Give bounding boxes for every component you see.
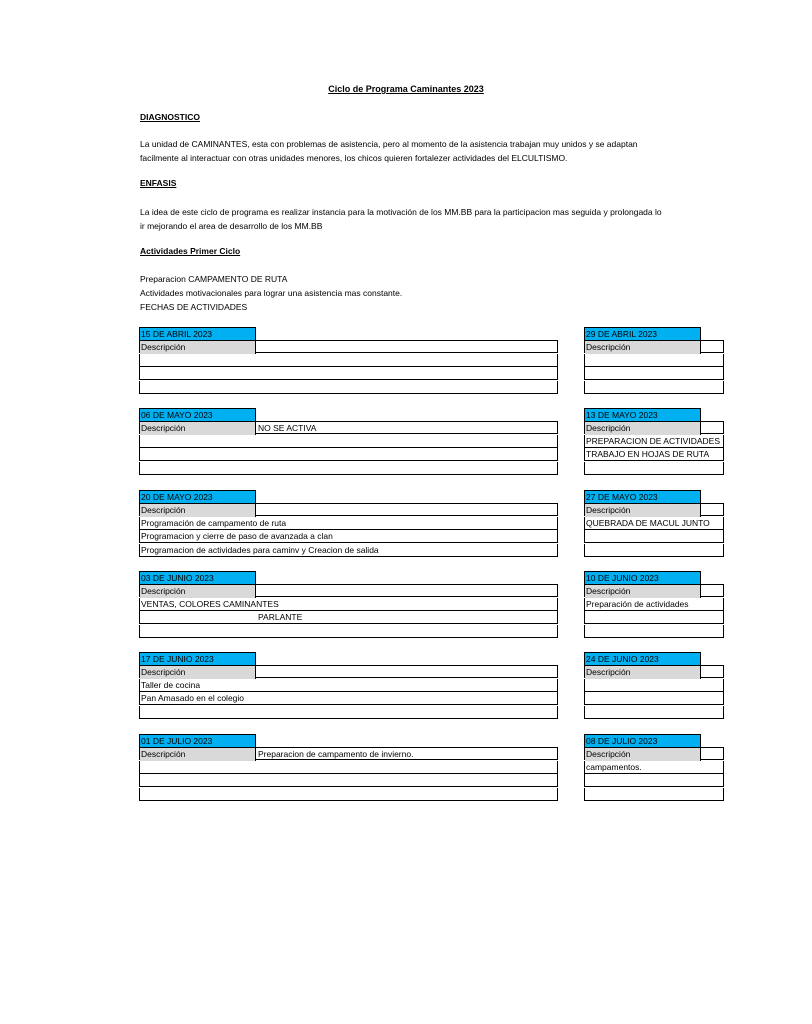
table-row — [139, 462, 558, 475]
date-header: 03 DE JUNIO 2023 — [139, 571, 256, 585]
diagnostico-line-2: facilmente al interactuar con otras unidades menores, los chicos quieren fortalezer actividades del ELCULTISMO. — [140, 153, 568, 163]
table-cell — [585, 788, 723, 801]
enfasis-line-1: La idea de este ciclo de programa es realizar instancia para la motivación de los MM.BB para la participacion mas seguida y prolongada lo — [140, 207, 662, 217]
description-row — [584, 421, 724, 434]
table-cell: Programacion de actividades para caminv y Creacion de salida — [141, 544, 379, 555]
description-row — [584, 665, 724, 678]
table-row — [584, 692, 724, 705]
description-label: Descripción — [140, 666, 256, 679]
table-cell — [140, 774, 557, 787]
date-header: 20 DE MAYO 2023 — [139, 490, 256, 504]
table-cell: QUEBRADA DE MACUL JUNTO — [586, 517, 710, 528]
description-row — [139, 584, 558, 597]
table-row — [139, 598, 558, 611]
table-cell — [585, 530, 723, 543]
right-table-clip — [584, 571, 696, 653]
table-cell — [585, 462, 723, 475]
description-row — [584, 503, 724, 516]
description-label: Descripción — [140, 341, 256, 354]
table-cell: PREPARACION DE ACTIVIDADES — [586, 435, 720, 446]
table-cell: Preparación de actividades — [586, 598, 689, 609]
description-value — [257, 504, 557, 517]
table-cell: PARLANTE — [258, 612, 303, 622]
table-row — [139, 761, 558, 774]
description-label: Descripción — [585, 422, 701, 435]
description-row — [139, 747, 558, 760]
table-cell — [585, 679, 723, 692]
table-cell — [140, 448, 557, 461]
table-row — [139, 367, 558, 380]
description-label: Descripción — [140, 585, 256, 598]
left-activity-table — [139, 408, 558, 476]
table-cell: TRABAJO EN HOJAS DE RUTA — [586, 449, 710, 459]
table-row — [139, 611, 558, 624]
table-cell: Pan Amasado en el colegio — [141, 693, 245, 703]
description-label: Descripción — [140, 748, 256, 761]
table-cell: Programacion y cierre de paso de avanzada a clan — [141, 531, 333, 541]
date-header: 24 DE JUNIO 2023 — [584, 652, 701, 666]
table-cell — [140, 625, 557, 638]
enfasis-heading: ENFASIS — [140, 178, 177, 188]
table-row — [584, 435, 724, 448]
description-row — [139, 665, 558, 678]
left-activity-table — [139, 652, 558, 720]
description-label: Descripción — [585, 341, 701, 354]
diagnostico-heading: DIAGNOSTICO — [140, 112, 200, 122]
table-row — [584, 462, 724, 475]
right-activity-table — [584, 490, 724, 558]
right-activity-table — [584, 571, 724, 639]
table-cell — [585, 367, 723, 380]
diagnostico-line-1: La unidad de CAMINANTES, esta con problemas de asistencia, pero al momento de la asistencia trabajan muy unidos y se adaptan — [140, 139, 638, 149]
table-row — [139, 530, 558, 543]
table-row — [584, 544, 724, 557]
description-label: Descripción — [585, 585, 701, 598]
left-activity-table — [139, 490, 558, 558]
table-cell — [585, 354, 723, 367]
table-row — [584, 774, 724, 787]
description-row — [139, 340, 558, 353]
table-cell — [585, 381, 723, 394]
table-cell: Taller de cocina — [141, 679, 201, 690]
left-activity-table — [139, 571, 558, 639]
table-cell: campamentos. — [586, 761, 642, 772]
table-row — [139, 381, 558, 394]
description-label: Descripción — [140, 504, 256, 517]
table-cell — [140, 462, 557, 475]
table-cell — [585, 625, 723, 638]
date-header: 06 DE MAYO 2023 — [139, 408, 256, 422]
actividades-line-2: Actividades motivacionales para lograr una asistencia mas constante. — [140, 288, 403, 298]
table-cell — [585, 544, 723, 557]
description-value: NO SE ACTIVA — [258, 423, 317, 433]
description-value — [257, 666, 557, 679]
table-row — [139, 788, 558, 801]
table-cell — [140, 367, 557, 380]
table-row — [584, 611, 724, 624]
date-header: 17 DE JUNIO 2023 — [139, 652, 256, 666]
description-value — [257, 585, 557, 598]
description-row — [584, 340, 724, 353]
description-label: Descripción — [140, 422, 256, 435]
table-cell — [140, 761, 557, 774]
table-row — [584, 367, 724, 380]
table-cell — [585, 706, 723, 719]
table-cell — [585, 692, 723, 705]
right-activity-table — [584, 652, 724, 720]
enfasis-line-2: ir mejorando el area de desarrollo de los MM.BB — [140, 221, 323, 231]
description-value — [257, 341, 557, 354]
table-row — [139, 692, 558, 705]
date-header: 01 DE JULIO 2023 — [139, 734, 256, 748]
table-row — [139, 544, 558, 557]
right-table-clip — [584, 652, 696, 734]
table-row — [584, 448, 724, 461]
table-row — [584, 625, 724, 638]
date-header: 10 DE JUNIO 2023 — [584, 571, 701, 585]
description-label: Descripción — [585, 504, 701, 517]
table-cell — [140, 788, 557, 801]
table-row — [139, 679, 558, 692]
date-header: 27 DE MAYO 2023 — [584, 490, 701, 504]
table-row — [584, 530, 724, 543]
table-row — [139, 435, 558, 448]
table-row — [139, 448, 558, 461]
table-row — [584, 761, 724, 774]
actividades-line-3: FECHAS DE ACTIVIDADES — [140, 302, 248, 312]
page-title: Ciclo de Programa Caminantes 2023 — [328, 84, 484, 94]
date-header: 15 DE ABRIL 2023 — [139, 327, 256, 341]
table-row — [584, 598, 724, 611]
right-table-clip — [584, 408, 720, 490]
table-row — [584, 381, 724, 394]
right-activity-table — [584, 734, 724, 802]
table-cell — [140, 706, 557, 719]
description-row — [584, 747, 724, 760]
table-cell — [140, 381, 557, 394]
right-table-clip — [584, 490, 710, 572]
right-activity-table — [584, 327, 724, 395]
left-activity-table — [139, 734, 558, 802]
table-row — [139, 354, 558, 367]
actividades-heading: Actividades Primer Ciclo — [140, 246, 241, 256]
actividades-line-1: Preparacion CAMPAMENTO DE RUTA — [140, 274, 288, 284]
left-activity-table — [139, 327, 558, 395]
description-row — [139, 421, 558, 434]
right-activity-table — [584, 408, 724, 476]
table-row — [139, 625, 558, 638]
description-label: Descripción — [585, 748, 701, 761]
table-cell: VENTAS, COLORES CAMINANTES — [141, 598, 279, 609]
description-row — [584, 584, 724, 597]
table-row — [584, 706, 724, 719]
right-table-clip — [584, 734, 696, 816]
description-value: Preparacion de campamento de invierno. — [258, 749, 414, 759]
table-row — [584, 679, 724, 692]
table-cell — [140, 435, 557, 448]
date-header: 29 DE ABRIL 2023 — [584, 327, 701, 341]
table-cell — [140, 354, 557, 367]
table-cell — [585, 774, 723, 787]
table-row — [139, 706, 558, 719]
right-table-clip — [584, 327, 696, 409]
table-row — [139, 774, 558, 787]
table-row — [139, 517, 558, 530]
table-cell — [585, 611, 723, 624]
description-row — [139, 503, 558, 516]
table-row — [584, 517, 724, 530]
table-row — [584, 354, 724, 367]
date-header: 08 DE JULIO 2023 — [584, 734, 701, 748]
date-header: 13 DE MAYO 2023 — [584, 408, 701, 422]
description-label: Descripción — [585, 666, 701, 679]
table-cell: Programación de campamento de ruta — [141, 517, 287, 528]
table-row — [584, 788, 724, 801]
